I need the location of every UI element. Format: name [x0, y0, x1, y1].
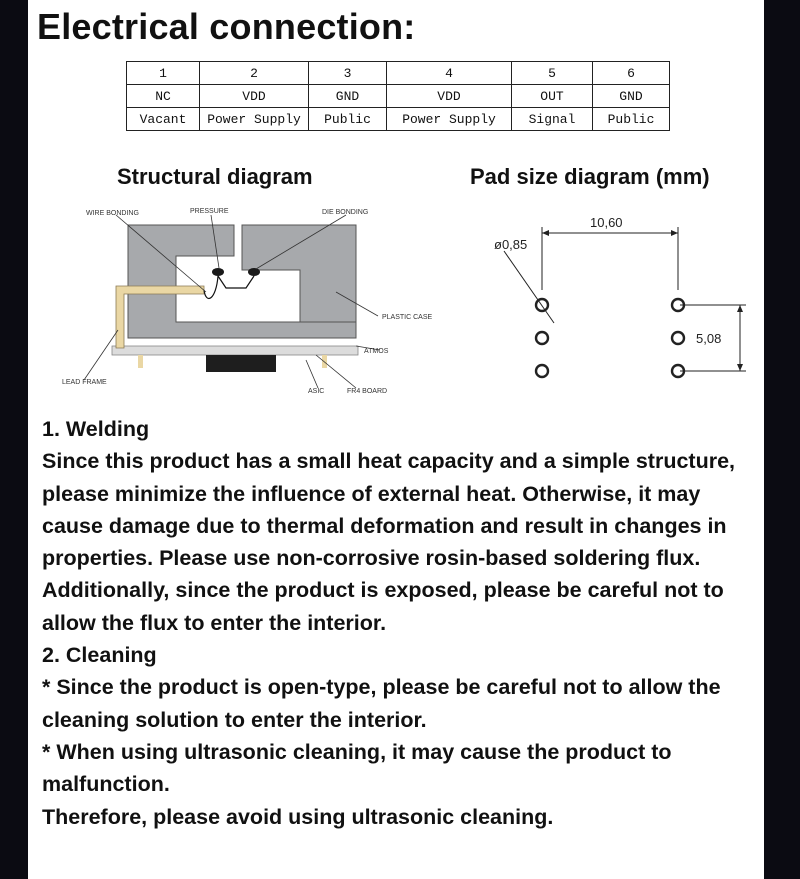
label-wire-bonding: WIRE BONDING — [86, 210, 139, 217]
welding-heading: 1. Welding — [42, 417, 150, 441]
pad-icon — [672, 332, 684, 344]
pad-icon — [536, 332, 548, 344]
pad-column-right — [672, 299, 684, 377]
pin-cell: 2 — [200, 62, 309, 85]
asic-chip — [206, 355, 276, 372]
pin-name-row — [127, 85, 670, 108]
pin-number-row — [127, 62, 670, 85]
dim-arrow-top — [737, 305, 743, 312]
pin-cell: Public — [309, 108, 387, 131]
label-pressure: PRESSURE — [190, 208, 229, 215]
board-pin-left — [138, 355, 143, 368]
pad-diagram-title: Pad size diagram (mm) — [470, 164, 710, 189]
pin-cell: 6 — [593, 62, 670, 85]
label-plastic-case: PLASTIC CASE — [382, 314, 433, 321]
pin-cell: 1 — [127, 62, 200, 85]
bonding-wire — [204, 276, 254, 298]
label-diameter: ø0,85 — [494, 237, 528, 252]
fr4-board — [112, 346, 358, 355]
pin-table — [126, 61, 670, 131]
dim-arrow-bottom — [737, 364, 743, 371]
instructions — [42, 413, 762, 833]
pin-cell: VDD — [200, 85, 309, 108]
pad-icon — [536, 365, 548, 377]
pin-cell: VDD — [387, 85, 512, 108]
label-lead-frame: LEAD FRAME — [62, 379, 107, 386]
cleaning-note-2: * When using ultrasonic cleaning, it may cause the product to malfunction. — [42, 739, 672, 797]
pin-cell: GND — [309, 85, 387, 108]
label-pitch-x: 10,60 — [590, 215, 623, 230]
pin-cell: Signal — [512, 108, 593, 131]
welding-text: Since this product has a small heat capacity and a simple structure, please minimize the influence of external heat. Otherwise, it may cause damage due to thermal deformation and result in changes in properties. Please use non-corrosive rosin-based soldering flux. Additionally, since the product is exposed, please be careful not to allow the flux to enter the interior. — [42, 449, 736, 635]
pin-cell: Public — [593, 108, 670, 131]
product-page — [28, 0, 764, 879]
pin-cell: GND — [593, 85, 670, 108]
label-fr4-board: FR4 BOARD — [347, 388, 388, 395]
structural-diagram — [56, 200, 433, 400]
label-atmos: ATMOS — [364, 348, 389, 355]
pin-function-row — [127, 108, 670, 131]
pin-cell: OUT — [512, 85, 593, 108]
structural-diagram-title: Structural diagram — [117, 164, 313, 189]
dim-arrow-right — [671, 230, 678, 236]
pad-column-left — [536, 299, 548, 377]
label-pitch-y: 5,08 — [696, 331, 722, 346]
cleaning-note-1: * Since the product is open-type, please be careful not to allow the cleaning solution to enter the interior. — [42, 675, 721, 732]
label-asic: ASIC — [308, 388, 325, 395]
cleaning-conclusion: Therefore, please avoid using ultrasonic cleaning. — [42, 804, 554, 829]
pin-cell: 5 — [512, 62, 593, 85]
pin-cell: Power Supply — [200, 108, 309, 131]
pin-cell: NC — [127, 85, 200, 108]
dim-arrow-left — [542, 230, 549, 236]
die-bond-right — [248, 268, 260, 276]
pin-cell: 4 — [387, 62, 512, 85]
die-bond-left — [212, 268, 224, 276]
label-die-bonding: DIE BONDING — [322, 209, 369, 216]
pin-cell: Power Supply — [387, 108, 512, 131]
page-title: Electrical connection: — [37, 6, 416, 47]
cleaning-heading: 2. Cleaning — [42, 643, 157, 668]
pin-cell: Vacant — [127, 108, 200, 131]
pin-cell: 3 — [309, 62, 387, 85]
pad-size-diagram — [458, 205, 768, 390]
